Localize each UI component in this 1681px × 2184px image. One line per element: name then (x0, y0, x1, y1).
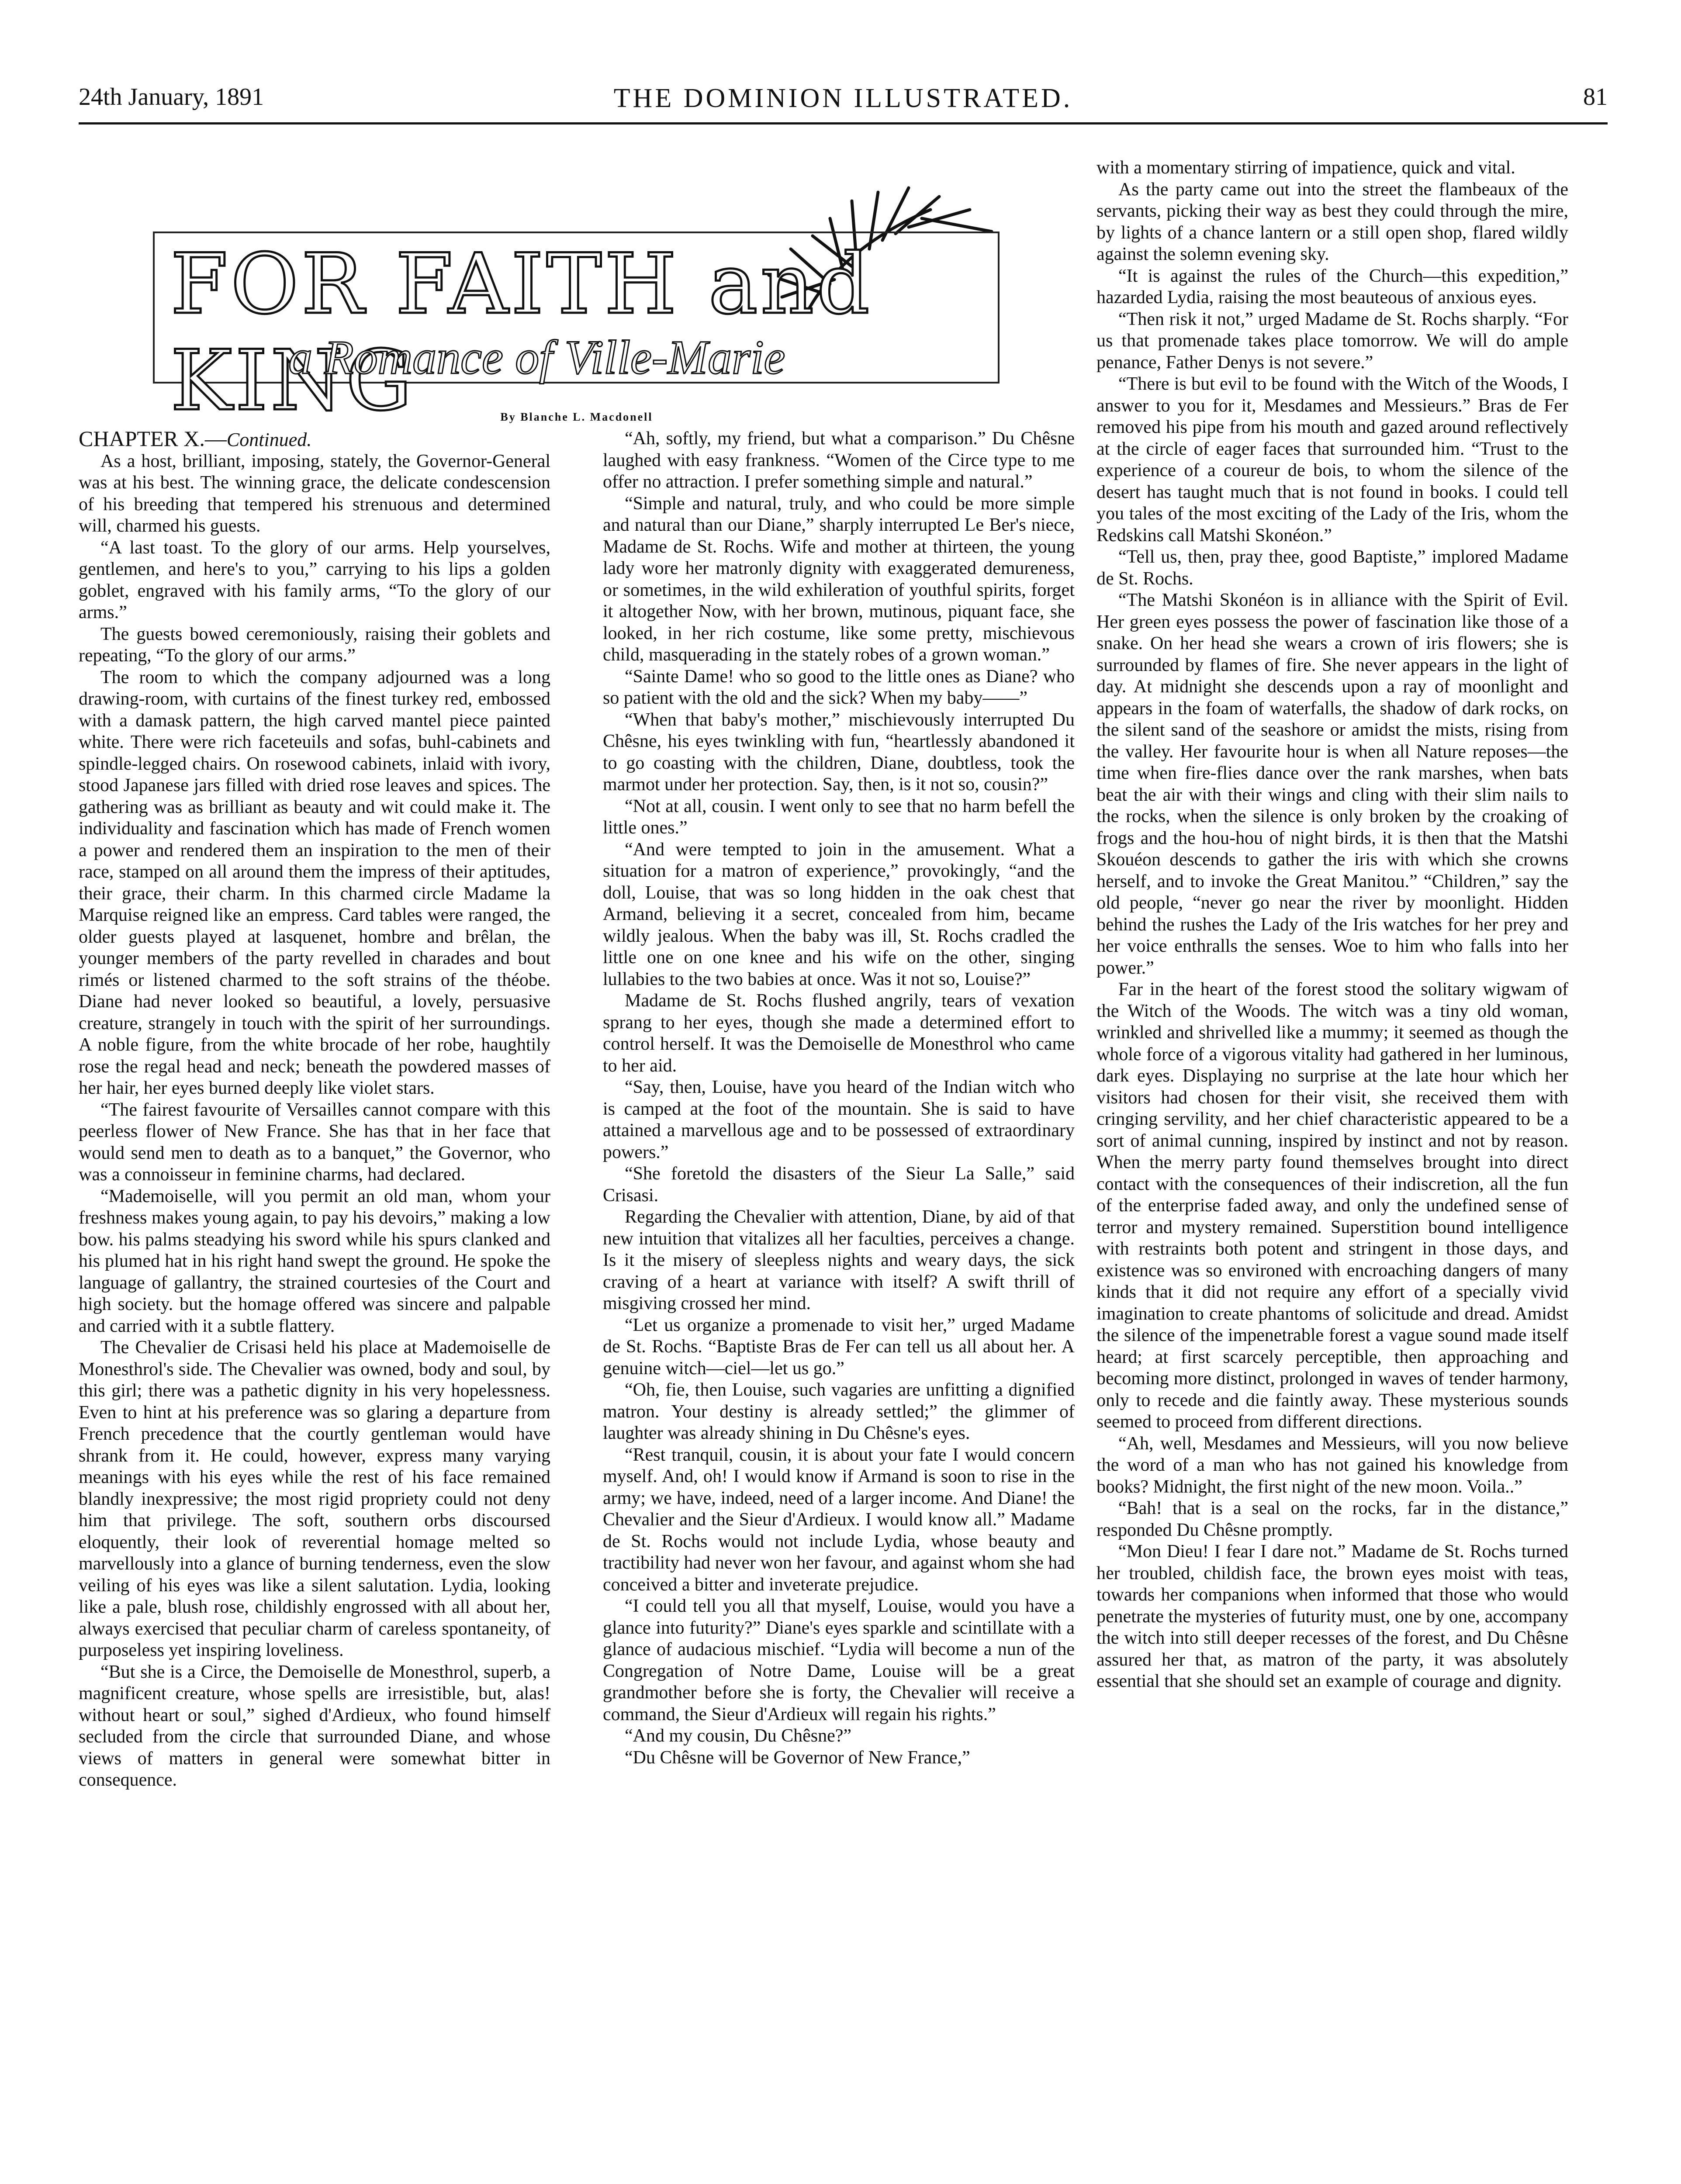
paragraph: As a host, brilliant, imposing, stately, the Governor-General was at his best. The winning grace, the delicate condescension of his breeding that tempered his strenuous and determined will, charmed his guests. (79, 451, 550, 536)
paragraph: “Bah! that is a seal on the rocks, far in the distance,” responded Du Chêsne promptly. (1096, 1498, 1568, 1540)
paragraph: “Simple and natural, truly, and who could be more simple and natural than our Diane,” sharply interrupted Le Ber's niece, Madame de St. Rochs. Wife and mother at thirteen, the young lady wore her matronly dignity with exaggerated demureness, or sometimes, in the wild exhileration of youthful spirits, forget it altogether Now, with her brown, mutinous, piquant face, she looked, in her rich costume, like some pretty, mischievous child, masquerading in the stately robes of a grown woman.” (603, 493, 1075, 665)
banner-title: FOR FAITH and KING (170, 236, 872, 429)
paragraph: “A last toast. To the glory of our arms. Help yourselves, gentlemen, and here's to you,” carrying to his lips a golden goblet, engraved with his family arms, “To the glory of our arms.” (79, 537, 550, 622)
issue-date: 24th January, 1891 (79, 83, 264, 111)
paragraph: The guests bowed ceremoniously, raising their goblets and repeating, “To the glory of our arms.” (79, 624, 550, 666)
article-column-3 (1096, 157, 1568, 2184)
paragraph: “But she is a Circe, the Demoiselle de Monesthrol, superb, a magnificent creature, whose spells are irresistible, but, alas! without heart or soul,” sighed d'Ardieux, who found himself secluded from the circle that surrounded Diane, and whose views of matters in general were somewhat bitter in consequence. (79, 1662, 550, 1790)
paragraph: The room to which the company adjourned was a long drawing-room, with curtains of the finest turkey red, embossed with a damask pattern, the high carved mantel piece painted white. There were rich faceteuils and sofas, buhl-cabinets and spindle-legged chairs. On rosewood cabinets, inlaid with ivory, stood Japanese jars filled with dried rose leaves and spices. The gathering was as brilliant as beauty and wit could make it. The individuality and fascination which has made of French women a power and rendered them an inspiration to the men of their race, stamped on all around them the impress of their aptitudes, their grace, their charm. In this charmed circle Madame la Marquise reigned like an empress. Card tables were ranged, the older guests played at lasquenet, hombre and brêlan, the younger members of the party revelled in charades and bout rimés or listened charmed to the soft strains of the théobe. Diane had never looked so beautiful, a lovely, persuasive creature, strangely in touch with the spirit of her surroundings. A noble figure, from the white brocade of her robe, haughtily rose the regal head and neck; beneath the powdered masses of her hair, her eyes burned deeply like violet stars. (79, 667, 550, 1098)
paragraph: “And my cousin, Du Chêsne?” (625, 1726, 852, 1746)
paragraph: “There is but evil to be found with the Witch of the Woods, I answer to you for it, Mesdames and Messieurs.” Bras de Fer removed his pipe from his mouth and gazed around reflectively at the circle of eager faces that surrounded him. “Trust to the experience of a coureur de bois, to whom the silence of the desert has taught much that is not found in books. I could tell you tales of the most exciting of the Lady of the Iris, whom the Redskins call Matshi Skonéon.” (1096, 374, 1568, 546)
article-column-2 (603, 428, 1075, 2184)
paragraph: Far in the heart of the forest stood the solitary wigwam of the Witch of the Woods. The witch was a tiny old woman, wrinkled and shrivelled like a mummy; it seemed as though the whole force of a vigorous vitality had gathered in her luminous, dark eyes. Displaying no surprise at the late hour which her visitors had chosen for their visit, she received them with cringing servility, and her chief characteristic appeared to be a sort of animal cunning, inspired by instinct and not by reason. When the merry party found themselves brought into direct contact with the consequences of their indiscretion, all the fun of the enterprise faded away, and only the undefined sense of terror and mystery remained. Superstition bound intelligence with restraints both potent and stringent in those days, and existence was so environed with encroaching dangers of many kinds that it did not require any effort of a specially vivid imagination to create phantoms of solicitude and dread. Amidst the silence of the impenetrable forest a vague sound made itself heard; at first scarcely perceptible, then approaching and becoming more distinct, prolonged in waves of tender harmony, only to recede and die faintly away. These mysterious sounds seemed to proceed from different directions. (1096, 979, 1568, 1432)
paragraph: “Say, then, Louise, have you heard of the Indian witch who is camped at the foot of the mountain. She is said to have attained a marvellous age and to be possessed of extraordinary powers.” (603, 1077, 1075, 1162)
publication-title: THE DOMINION ILLUSTRATED. (613, 83, 1073, 113)
banner-subtitle: a Romance of Ville-Marie (288, 331, 785, 384)
paragraph: with a momentary stirring of impatience, quick and vital. (1096, 158, 1515, 178)
paragraph: “I could tell you all that myself, Louise, would you have a glance into futurity?” Diane's eyes sparkle and scintillate with a glance of audacious mischief. “Lydia will become a nun of the Congregation of Notre Dame, Louise will be a great grandmother before she is forty, the Chevalier will receive a command, the Sieur d'Ardieux will regain his rights.” (603, 1596, 1075, 1724)
paragraph: “The fairest favourite of Versailles cannot compare with this peerless flower of New France. She has that in her face that would send men to death as to a banquet,” the Governor, who was a connoisseur in feminine charms, had declared. (79, 1099, 550, 1185)
paragraph: “Rest tranquil, cousin, it is about your fate I would concern myself. And, oh! I would know if Armand is soon to rise in the army; we have, indeed, need of a larger income. And Diane! the Chevalier and the Sieur d'Ardieux. I would know all.” Madame de St. Rochs would not include Lydia, whose beauty and tractibility had never won her favour, and against whom she had conceived a bitter and inveterate prejudice. (603, 1444, 1075, 1595)
paragraph: “Ah, well, Mesdames and Messieurs, will you now believe the word of a man who has not gained his knowledge from books? Midnight, the first night of the new moon. Voila..” (1096, 1433, 1568, 1497)
author-byline: By Blanche L. Macdonell (500, 411, 653, 423)
paragraph: “Not at all, cousin. I went only to see that no harm befell the little ones.” (603, 796, 1075, 838)
paragraph: “Ah, softly, my friend, but what a comparison.” Du Chêsne laughed with easy frankness. “Women of the Circe type to me offer no attraction. I prefer something simple and natural.” (603, 429, 1075, 492)
paragraph: “Mademoiselle, will you permit an old man, whom your freshness makes young again, to pay his devoirs,” making a low bow. his palms steadying his sword while his spurs clanked and his plumed hat in his right hand swept the ground. He spoke the language of gallantry, the strained courtesies of the Court and high society. but the homage offered was sincere and palpable and carried with it a subtle flattery. (79, 1186, 550, 1336)
paragraph: Madame de St. Rochs flushed angrily, tears of vexation sprang to her eyes, though she made a determined effort to control herself. It was the Demoiselle de Monesthrol who came to her aid. (603, 991, 1075, 1076)
paragraph: “Mon Dieu! I fear I dare not.” Madame de St. Rochs turned her troubled, childish face, the brown eyes moist with teas, towards her companions when informed that those who would penetrate the mysteries of futurity must, one by one, accompany the witch into still deeper recesses of the forest, and Du Chêsne assured her that, as matron of the party, it was absolutely essential that she should set an example of courage and dignity. (1096, 1541, 1568, 1691)
paragraph: “Sainte Dame! who so good to the little ones as Diane? who so patient with the old and the sick? When my baby——” (603, 666, 1075, 708)
paragraph: “Let us organize a promenade to visit her,” urged Madame de St. Rochs. “Baptiste Bras de Fer can tell us all about her. A genuine witch—ciel—let us go.” (603, 1315, 1075, 1379)
paragraph: “The Matshi Skonéon is in alliance with the Spirit of Evil. Her green eyes possess the power of fascination like those of a snake. On her head she wears a crown of iris flowers; she is surrounded by flames of fire. She never appears in the light of day. At midnight she descends upon a ray of moonlight and appears in the foam of waterfalls, the shadow of dark rocks, on the silent sand of the seashore or amidst the mists, rising from the valley. Her favourite hour is when all Nature reposes—the time when fire-flies dance over the rank marshes, when bats beat the air with their wings and cling with their slim nails to the rocks, when the silence is only broken by the croaking of frogs and the hou-hou of night birds, it is then that the Matshi Skouéon descends to gather the iris with which she crowns herself, and to invoke the Great Manitou.” “Children,” say the old people, “never go near the river by moonlight. Hidden behind the rushes the Lady of the Iris watches for her prey and her voice enthralls the senses. Woe to him who falls into her power.” (1096, 590, 1568, 978)
article-column-1 (79, 428, 550, 2184)
paragraph: “And were tempted to join in the amusement. What a situation for a matron of experience,” provokingly, “and the doll, Louise, that was so long hidden in the oak chest that Armand, believing it a secret, concealed from him, became wildly jealous. When the baby was ill, St. Rochs cradled the little one on one knee and his wife on the other, singing lullabies to the two babies at once. Was it not so, Louise?” (603, 839, 1075, 989)
paragraph: As the party came out into the street the flambeaux of the servants, picking their way as best they could through the mire, by lights of a chance lantern or a still open shop, flared wildly against the solemn evening sky. (1096, 179, 1568, 264)
paragraph: “When that baby's mother,” mischievously interrupted Du Chêsne, his eyes twinkling with fun, “heartlessly abandoned it to go coasting with the children, Diane, doubtless, took the marmot under her protection. Say, then, is it not so, cousin?” (603, 709, 1075, 795)
paragraph: The Chevalier de Crisasi held his place at Mademoiselle de Monesthrol's side. The Chevalier was owned, body and soul, by this girl; there was a pathetic dignity in his very hopelessness. Even to hint at his preference was so glaring a departure from French precedence that the courtly gentleman would have shrank from it. He could, however, express many varying meanings with his eyes while the rest of his face remained blandly inexpressive; the most rigid propriety could not deny him that privilege. The soft, southern orbs discoursed eloquently, their look of reverential homage melted so marvellously into a glance of burning tenderness, even the slow veiling of his eyes was like a silent salutation. Lydia, looking like a pale, blush rose, childishly engrossed with all about her, always exercised that peculiar charm of careless spontaneity, of purposeless yet inspiring loveliness. (79, 1337, 550, 1660)
chapter-heading: CHAPTER X.—Continued. (79, 428, 312, 451)
paragraph: “Du Chêsne will be Governor of New France,” (625, 1747, 970, 1768)
paragraph: “Tell us, then, pray thee, good Baptiste,” implored Madame de St. Rochs. (1096, 547, 1568, 589)
paragraph: “She foretold the disasters of the Sieur La Salle,” said Crisasi. (603, 1164, 1075, 1206)
paragraph: “Then risk it not,” urged Madame de St. Rochs sharply. “For us that promenade takes place tomorrow. We will do ample penance, Father Denys is not severe.” (1096, 309, 1568, 373)
paragraph: Regarding the Chevalier with attention, Diane, by aid of that new intuition that vitalizes all her faculties, perceives a change. Is it the misery of sleepless nights and weary days, the sick craving of a heart at variance with itself? A swift thrill of misgiving crossed her mind. (603, 1207, 1075, 1313)
page-number: 81 (1583, 83, 1608, 111)
paragraph: “It is against the rules of the Church—this expedition,” hazarded Lydia, raising the most beauteous of anxious eyes. (1096, 266, 1568, 308)
paragraph: “Oh, fie, then Louise, such vagaries are unfitting a dignified matron. Your destiny is already settled;” the glimmer of laughter was already shining in Du Chêsne's eyes. (603, 1380, 1075, 1443)
page-header (79, 66, 1608, 124)
